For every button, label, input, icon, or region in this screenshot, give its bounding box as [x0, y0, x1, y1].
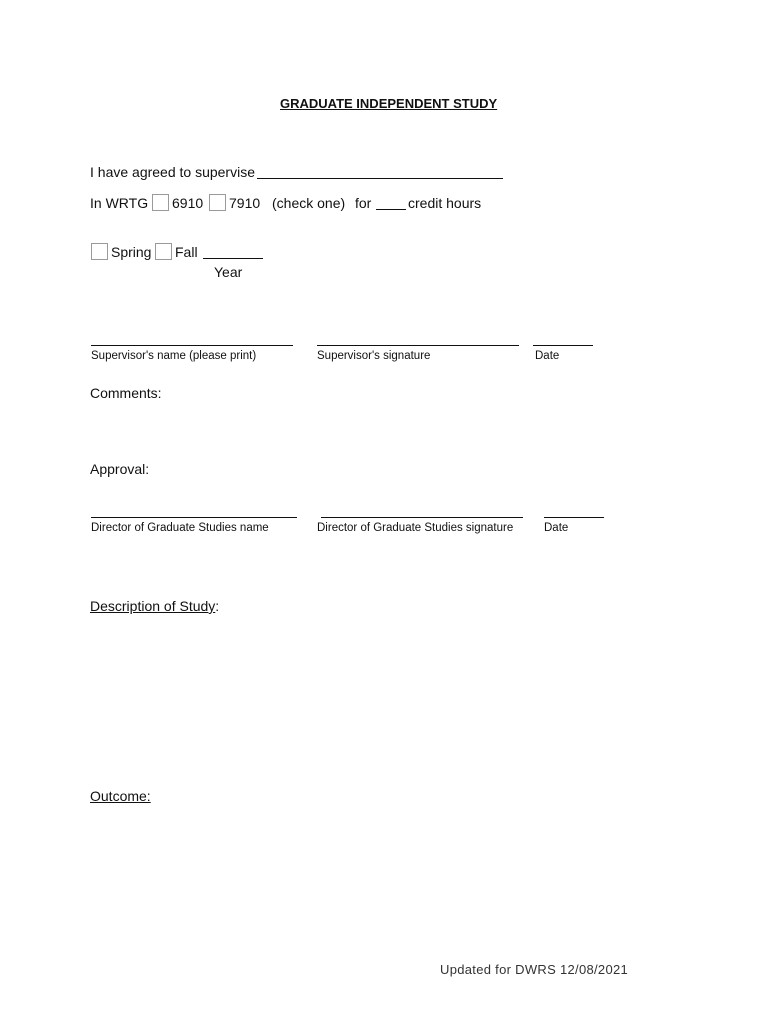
year-label: Year	[214, 264, 243, 280]
supervise-field[interactable]	[257, 178, 503, 179]
description-label: Description of Study	[90, 598, 216, 614]
credit-hours-label: credit hours	[408, 195, 482, 211]
checkbox-spring[interactable]	[91, 243, 108, 260]
director-signature-label: Director of Graduate Studies signature	[317, 522, 514, 534]
checkbox-fall[interactable]	[155, 243, 172, 260]
fall-label: Fall	[175, 244, 198, 260]
supervisor-date-label: Date	[535, 350, 560, 362]
for-label: for	[355, 195, 372, 211]
director-date-label: Date	[544, 522, 569, 534]
comments-label: Comments:	[90, 385, 162, 401]
checkbox-7910[interactable]	[209, 194, 226, 211]
supervisor-name-label: Supervisor's name (please print)	[91, 350, 257, 362]
footer-updated-note: Updated for DWRS 12/08/2021	[440, 962, 629, 977]
director-signature-field[interactable]	[321, 517, 523, 518]
year-field[interactable]	[203, 258, 263, 259]
checkbox-6910[interactable]	[152, 194, 169, 211]
director-name-label: Director of Graduate Studies name	[91, 522, 269, 534]
supervise-label: I have agreed to supervise	[90, 164, 255, 180]
supervisor-date-field[interactable]	[533, 345, 593, 346]
credit-hours-field[interactable]	[376, 209, 406, 210]
description-colon: :	[215, 598, 220, 614]
outcome-label: Outcome:	[90, 788, 151, 804]
approval-label: Approval:	[90, 461, 150, 477]
description-heading	[90, 598, 219, 614]
supervisor-signature-label: Supervisor's signature	[317, 350, 431, 362]
supervisor-signature-field[interactable]	[317, 345, 519, 346]
director-date-field[interactable]	[544, 517, 604, 518]
course-7910-label: 7910	[229, 195, 261, 211]
wrtg-label: In WRTG	[90, 195, 149, 211]
director-name-field[interactable]	[91, 517, 297, 518]
spring-label: Spring	[111, 244, 152, 260]
page-title: GRADUATE INDEPENDENT STUDY	[280, 96, 498, 111]
check-one-note: (check one)	[272, 195, 346, 211]
course-6910-label: 6910	[172, 195, 204, 211]
supervisor-name-field[interactable]	[91, 345, 293, 346]
